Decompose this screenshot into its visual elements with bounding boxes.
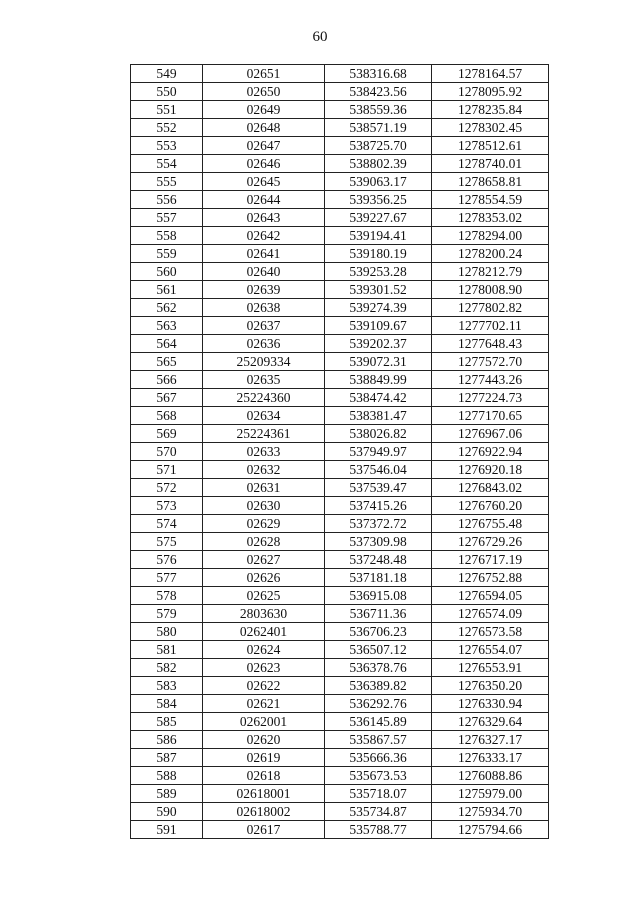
y-coordinate-cell: 1276760.20: [432, 497, 549, 515]
point-id-cell: 02639: [203, 281, 325, 299]
point-id-cell: 02649: [203, 101, 325, 119]
point-number-cell: 567: [131, 389, 203, 407]
point-number-cell: 559: [131, 245, 203, 263]
table-row: [131, 569, 549, 587]
table-row: [131, 461, 549, 479]
point-id-cell: 02622: [203, 677, 325, 695]
point-number-cell: 579: [131, 605, 203, 623]
point-id-cell: 02623: [203, 659, 325, 677]
x-coordinate-cell: 536915.08: [325, 587, 432, 605]
x-coordinate-cell: 537415.26: [325, 497, 432, 515]
point-number-cell: 583: [131, 677, 203, 695]
point-number-cell: 566: [131, 371, 203, 389]
table-row: [131, 371, 549, 389]
point-id-cell: 02635: [203, 371, 325, 389]
y-coordinate-cell: 1276755.48: [432, 515, 549, 533]
y-coordinate-cell: 1278008.90: [432, 281, 549, 299]
x-coordinate-cell: 535867.57: [325, 731, 432, 749]
y-coordinate-cell: 1278554.59: [432, 191, 549, 209]
point-number-cell: 561: [131, 281, 203, 299]
x-coordinate-cell: 539063.17: [325, 173, 432, 191]
table-row: [131, 209, 549, 227]
point-id-cell: 02618002: [203, 803, 325, 821]
point-id-cell: 02634: [203, 407, 325, 425]
table-row: [131, 605, 549, 623]
point-id-cell: 02648: [203, 119, 325, 137]
point-number-cell: 574: [131, 515, 203, 533]
point-number-cell: 584: [131, 695, 203, 713]
point-id-cell: 02629: [203, 515, 325, 533]
point-number-cell: 591: [131, 821, 203, 839]
y-coordinate-cell: 1278212.79: [432, 263, 549, 281]
point-number-cell: 588: [131, 767, 203, 785]
y-coordinate-cell: 1278235.84: [432, 101, 549, 119]
y-coordinate-cell: 1276717.19: [432, 551, 549, 569]
x-coordinate-cell: 536711.36: [325, 605, 432, 623]
x-coordinate-cell: 539202.37: [325, 335, 432, 353]
y-coordinate-cell: 1276088.86: [432, 767, 549, 785]
point-id-cell: 02650: [203, 83, 325, 101]
point-number-cell: 556: [131, 191, 203, 209]
point-number-cell: 590: [131, 803, 203, 821]
point-number-cell: 580: [131, 623, 203, 641]
point-id-cell: 0262001: [203, 713, 325, 731]
table-row: [131, 155, 549, 173]
y-coordinate-cell: 1278200.24: [432, 245, 549, 263]
table-row: [131, 281, 549, 299]
point-id-cell: 02619: [203, 749, 325, 767]
y-coordinate-cell: 1278302.45: [432, 119, 549, 137]
table-row: [131, 713, 549, 731]
table-row: [131, 731, 549, 749]
point-id-cell: 25224360: [203, 389, 325, 407]
y-coordinate-cell: 1277443.26: [432, 371, 549, 389]
y-coordinate-cell: 1277702.11: [432, 317, 549, 335]
table-row: [131, 119, 549, 137]
x-coordinate-cell: 535734.87: [325, 803, 432, 821]
x-coordinate-cell: 538725.70: [325, 137, 432, 155]
point-id-cell: 0262401: [203, 623, 325, 641]
table-row: [131, 443, 549, 461]
table-row: [131, 317, 549, 335]
x-coordinate-cell: 538316.68: [325, 65, 432, 83]
table-row: [131, 821, 549, 839]
coordinates-table-body: [131, 65, 549, 839]
y-coordinate-cell: 1276967.06: [432, 425, 549, 443]
point-number-cell: 554: [131, 155, 203, 173]
table-row: [131, 335, 549, 353]
point-id-cell: 02651: [203, 65, 325, 83]
point-id-cell: 02631: [203, 479, 325, 497]
point-number-cell: 573: [131, 497, 203, 515]
point-number-cell: 549: [131, 65, 203, 83]
point-id-cell: 02643: [203, 209, 325, 227]
y-coordinate-cell: 1276922.94: [432, 443, 549, 461]
y-coordinate-cell: 1276574.09: [432, 605, 549, 623]
table-row: [131, 83, 549, 101]
x-coordinate-cell: 536292.76: [325, 695, 432, 713]
table-row: [131, 245, 549, 263]
x-coordinate-cell: 537546.04: [325, 461, 432, 479]
point-id-cell: 02624: [203, 641, 325, 659]
x-coordinate-cell: 538423.56: [325, 83, 432, 101]
point-id-cell: 02626: [203, 569, 325, 587]
table-row: [131, 515, 549, 533]
point-id-cell: 02646: [203, 155, 325, 173]
point-id-cell: 02625: [203, 587, 325, 605]
table-row: [131, 425, 549, 443]
x-coordinate-cell: 539301.52: [325, 281, 432, 299]
point-id-cell: 02630: [203, 497, 325, 515]
y-coordinate-cell: 1276329.64: [432, 713, 549, 731]
y-coordinate-cell: 1276333.17: [432, 749, 549, 767]
y-coordinate-cell: 1277170.65: [432, 407, 549, 425]
point-number-cell: 570: [131, 443, 203, 461]
y-coordinate-cell: 1278740.01: [432, 155, 549, 173]
x-coordinate-cell: 538381.47: [325, 407, 432, 425]
x-coordinate-cell: 536507.12: [325, 641, 432, 659]
point-id-cell: 02618: [203, 767, 325, 785]
point-number-cell: 562: [131, 299, 203, 317]
y-coordinate-cell: 1276327.17: [432, 731, 549, 749]
y-coordinate-cell: 1277802.82: [432, 299, 549, 317]
x-coordinate-cell: 535666.36: [325, 749, 432, 767]
point-number-cell: 569: [131, 425, 203, 443]
x-coordinate-cell: 535788.77: [325, 821, 432, 839]
y-coordinate-cell: 1276729.26: [432, 533, 549, 551]
table-row: [131, 587, 549, 605]
x-coordinate-cell: 537181.18: [325, 569, 432, 587]
y-coordinate-cell: 1276752.88: [432, 569, 549, 587]
x-coordinate-cell: 538474.42: [325, 389, 432, 407]
y-coordinate-cell: 1276553.91: [432, 659, 549, 677]
point-id-cell: 02620: [203, 731, 325, 749]
y-coordinate-cell: 1276350.20: [432, 677, 549, 695]
y-coordinate-cell: 1278353.02: [432, 209, 549, 227]
table-row: [131, 137, 549, 155]
x-coordinate-cell: 539194.41: [325, 227, 432, 245]
x-coordinate-cell: 536145.89: [325, 713, 432, 731]
point-number-cell: 578: [131, 587, 203, 605]
point-id-cell: 02637: [203, 317, 325, 335]
point-id-cell: 02641: [203, 245, 325, 263]
y-coordinate-cell: 1275794.66: [432, 821, 549, 839]
point-number-cell: 557: [131, 209, 203, 227]
point-number-cell: 555: [131, 173, 203, 191]
point-number-cell: 587: [131, 749, 203, 767]
point-number-cell: 582: [131, 659, 203, 677]
point-id-cell: 02638: [203, 299, 325, 317]
point-number-cell: 553: [131, 137, 203, 155]
table-row: [131, 785, 549, 803]
y-coordinate-cell: 1275979.00: [432, 785, 549, 803]
point-id-cell: 02621: [203, 695, 325, 713]
point-number-cell: 550: [131, 83, 203, 101]
y-coordinate-cell: 1278658.81: [432, 173, 549, 191]
table-row: [131, 803, 549, 821]
y-coordinate-cell: 1277648.43: [432, 335, 549, 353]
point-number-cell: 563: [131, 317, 203, 335]
table-row: [131, 101, 549, 119]
x-coordinate-cell: 536389.82: [325, 677, 432, 695]
point-id-cell: 02617: [203, 821, 325, 839]
x-coordinate-cell: 537949.97: [325, 443, 432, 461]
y-coordinate-cell: 1278294.00: [432, 227, 549, 245]
y-coordinate-cell: 1276573.58: [432, 623, 549, 641]
table-row: [131, 353, 549, 371]
table-row: [131, 551, 549, 569]
page-number: 60: [312, 29, 328, 45]
x-coordinate-cell: 538849.99: [325, 371, 432, 389]
point-number-cell: 564: [131, 335, 203, 353]
table-row: [131, 533, 549, 551]
point-id-cell: 02636: [203, 335, 325, 353]
x-coordinate-cell: 538026.82: [325, 425, 432, 443]
table-row: [131, 659, 549, 677]
x-coordinate-cell: 539180.19: [325, 245, 432, 263]
point-number-cell: 575: [131, 533, 203, 551]
x-coordinate-cell: 539227.67: [325, 209, 432, 227]
y-coordinate-cell: 1278512.61: [432, 137, 549, 155]
point-number-cell: 571: [131, 461, 203, 479]
point-number-cell: 572: [131, 479, 203, 497]
point-number-cell: 565: [131, 353, 203, 371]
table-row: [131, 623, 549, 641]
point-id-cell: 02628: [203, 533, 325, 551]
point-number-cell: 576: [131, 551, 203, 569]
point-id-cell: 02632: [203, 461, 325, 479]
table-row: [131, 749, 549, 767]
x-coordinate-cell: 539253.28: [325, 263, 432, 281]
table-row: [131, 767, 549, 785]
point-id-cell: 02627: [203, 551, 325, 569]
point-number-cell: 552: [131, 119, 203, 137]
x-coordinate-cell: 537539.47: [325, 479, 432, 497]
point-number-cell: 585: [131, 713, 203, 731]
x-coordinate-cell: 538559.36: [325, 101, 432, 119]
table-row: [131, 299, 549, 317]
point-id-cell: 02642: [203, 227, 325, 245]
x-coordinate-cell: 536706.23: [325, 623, 432, 641]
x-coordinate-cell: 537372.72: [325, 515, 432, 533]
y-coordinate-cell: 1277224.73: [432, 389, 549, 407]
y-coordinate-cell: 1278164.57: [432, 65, 549, 83]
table-row: [131, 389, 549, 407]
point-id-cell: 25209334: [203, 353, 325, 371]
coordinates-table: [130, 64, 549, 839]
x-coordinate-cell: 535718.07: [325, 785, 432, 803]
y-coordinate-cell: 1276554.07: [432, 641, 549, 659]
y-coordinate-cell: 1276920.18: [432, 461, 549, 479]
point-id-cell: 02645: [203, 173, 325, 191]
x-coordinate-cell: 537248.48: [325, 551, 432, 569]
table-row: [131, 65, 549, 83]
x-coordinate-cell: 538802.39: [325, 155, 432, 173]
point-id-cell: 02647: [203, 137, 325, 155]
x-coordinate-cell: 535673.53: [325, 767, 432, 785]
point-number-cell: 589: [131, 785, 203, 803]
point-number-cell: 568: [131, 407, 203, 425]
point-id-cell: 2803630: [203, 605, 325, 623]
table-row: [131, 173, 549, 191]
x-coordinate-cell: 539109.67: [325, 317, 432, 335]
table-row: [131, 641, 549, 659]
point-id-cell: 02640: [203, 263, 325, 281]
y-coordinate-cell: 1276594.05: [432, 587, 549, 605]
point-number-cell: 581: [131, 641, 203, 659]
table-row: [131, 479, 549, 497]
table-row: [131, 695, 549, 713]
table-row: [131, 191, 549, 209]
table-row: [131, 407, 549, 425]
point-number-cell: 577: [131, 569, 203, 587]
x-coordinate-cell: 539356.25: [325, 191, 432, 209]
table-row: [131, 263, 549, 281]
table-row: [131, 677, 549, 695]
x-coordinate-cell: 539072.31: [325, 353, 432, 371]
point-id-cell: 02618001: [203, 785, 325, 803]
point-number-cell: 560: [131, 263, 203, 281]
table-row: [131, 497, 549, 515]
x-coordinate-cell: 537309.98: [325, 533, 432, 551]
y-coordinate-cell: 1276843.02: [432, 479, 549, 497]
point-id-cell: 02633: [203, 443, 325, 461]
y-coordinate-cell: 1275934.70: [432, 803, 549, 821]
point-id-cell: 02644: [203, 191, 325, 209]
table-row: [131, 227, 549, 245]
y-coordinate-cell: 1277572.70: [432, 353, 549, 371]
point-number-cell: 586: [131, 731, 203, 749]
x-coordinate-cell: 536378.76: [325, 659, 432, 677]
point-number-cell: 558: [131, 227, 203, 245]
x-coordinate-cell: 539274.39: [325, 299, 432, 317]
x-coordinate-cell: 538571.19: [325, 119, 432, 137]
y-coordinate-cell: 1278095.92: [432, 83, 549, 101]
point-id-cell: 25224361: [203, 425, 325, 443]
y-coordinate-cell: 1276330.94: [432, 695, 549, 713]
point-number-cell: 551: [131, 101, 203, 119]
